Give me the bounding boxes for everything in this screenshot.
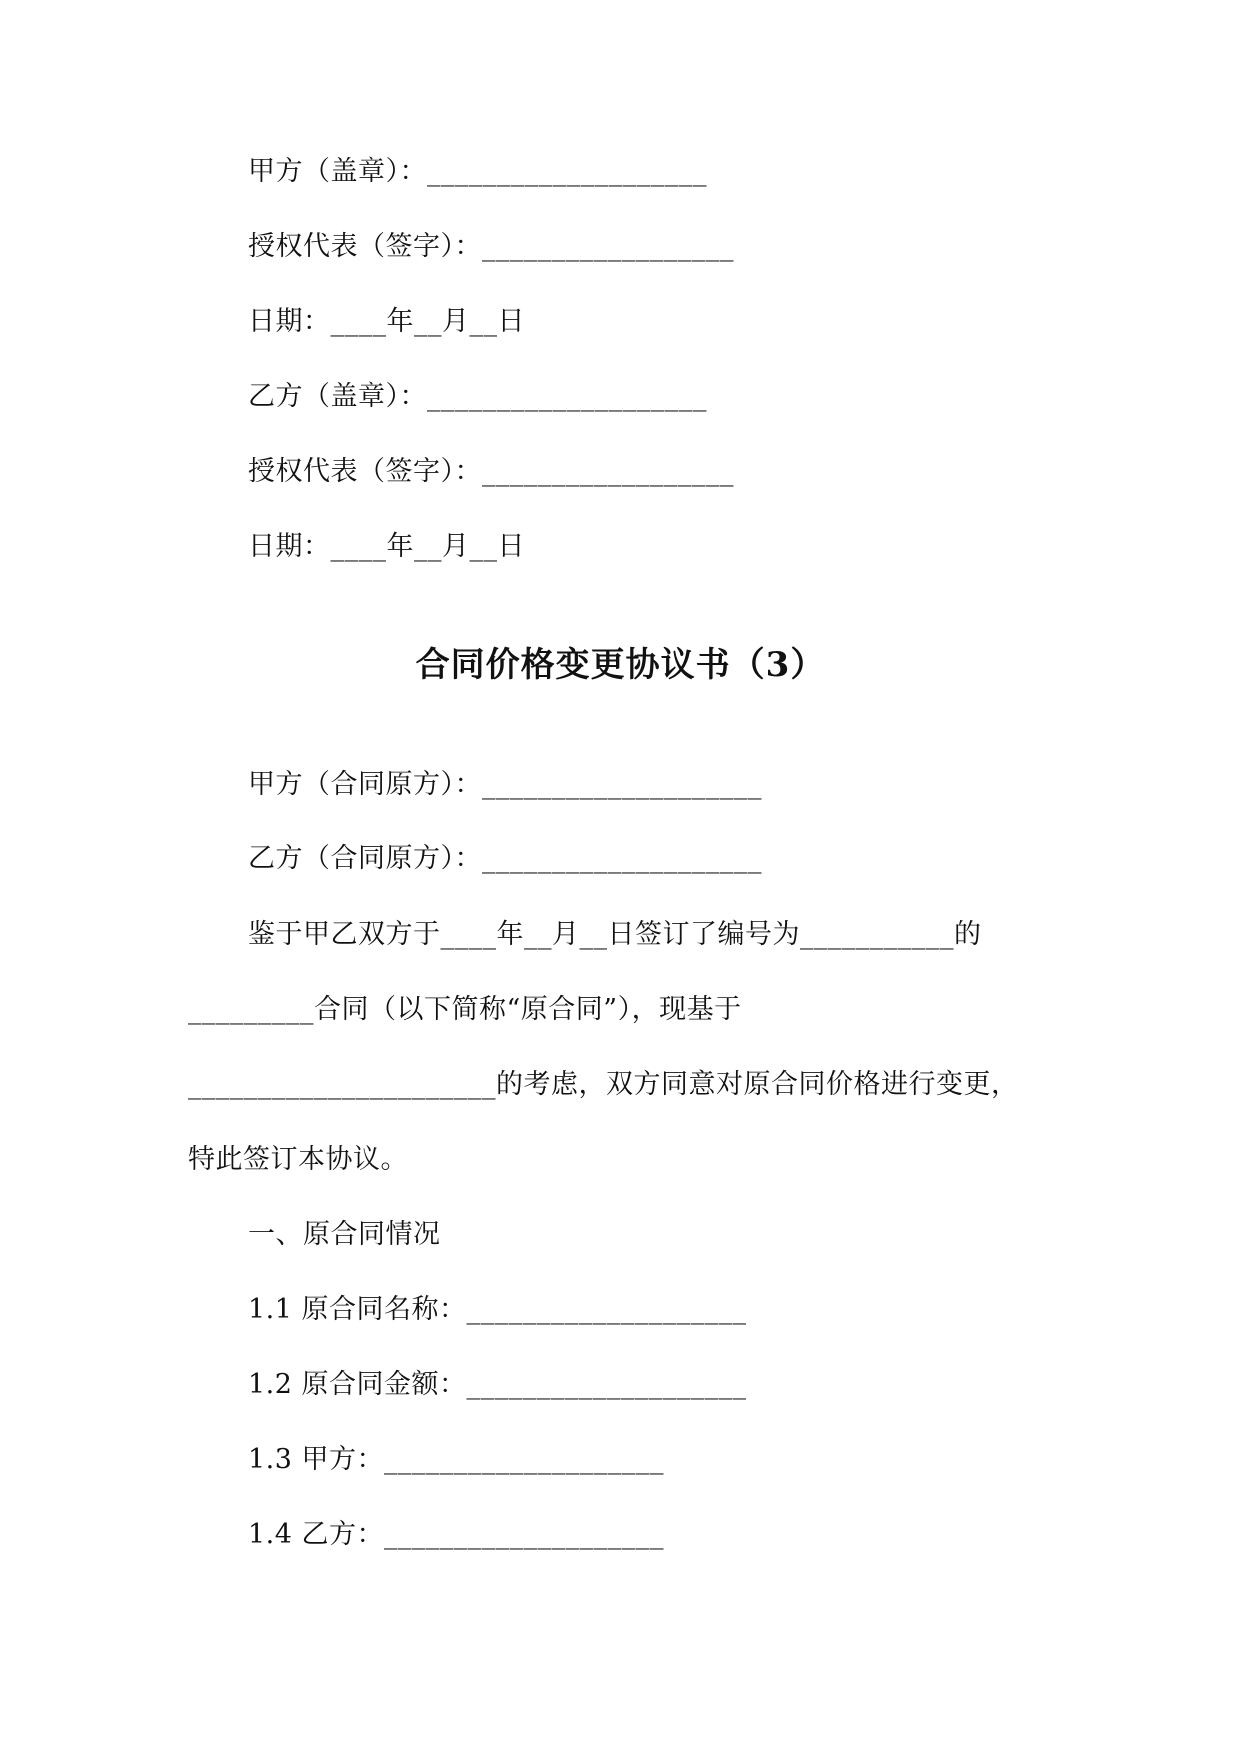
intro-line-4: 特此签订本协议。 <box>188 1144 408 1175</box>
item-contract-amount: 1.2 原合同金额：____________________ <box>248 1369 747 1400</box>
party-b-seal-line: 乙方（盖章）：____________________ <box>248 381 707 412</box>
item-contract-name: 1.1 原合同名称：____________________ <box>248 1294 747 1325</box>
party-b-original-line: 乙方（合同原方）：____________________ <box>248 843 762 874</box>
intro-line-3: ______________________的考虑，双方同意对原合同价格进行变更， <box>188 1069 1019 1100</box>
party-a-representative-line: 授权代表（签字）：__________________ <box>248 231 734 262</box>
party-b-representative-line: 授权代表（签字）：__________________ <box>248 456 734 487</box>
intro-line-1: 鉴于甲乙双方于____年__月__日签订了编号为___________的 <box>248 919 982 950</box>
intro-line-2: _________合同（以下简称“原合同”），现基于 <box>188 994 742 1025</box>
document-title: 合同价格变更协议书（3） <box>415 645 826 685</box>
section-heading: 一、原合同情况 <box>248 1219 441 1250</box>
party-a-date-line: 日期：____年__月__日 <box>248 306 525 337</box>
party-a-original-line: 甲方（合同原方）：____________________ <box>248 769 762 800</box>
item-party-a: 1.3 甲方：____________________ <box>248 1444 665 1475</box>
party-a-seal-line: 甲方（盖章）：____________________ <box>248 156 707 187</box>
item-party-b: 1.4 乙方：____________________ <box>248 1519 665 1550</box>
party-b-date-line: 日期：____年__月__日 <box>248 531 525 562</box>
